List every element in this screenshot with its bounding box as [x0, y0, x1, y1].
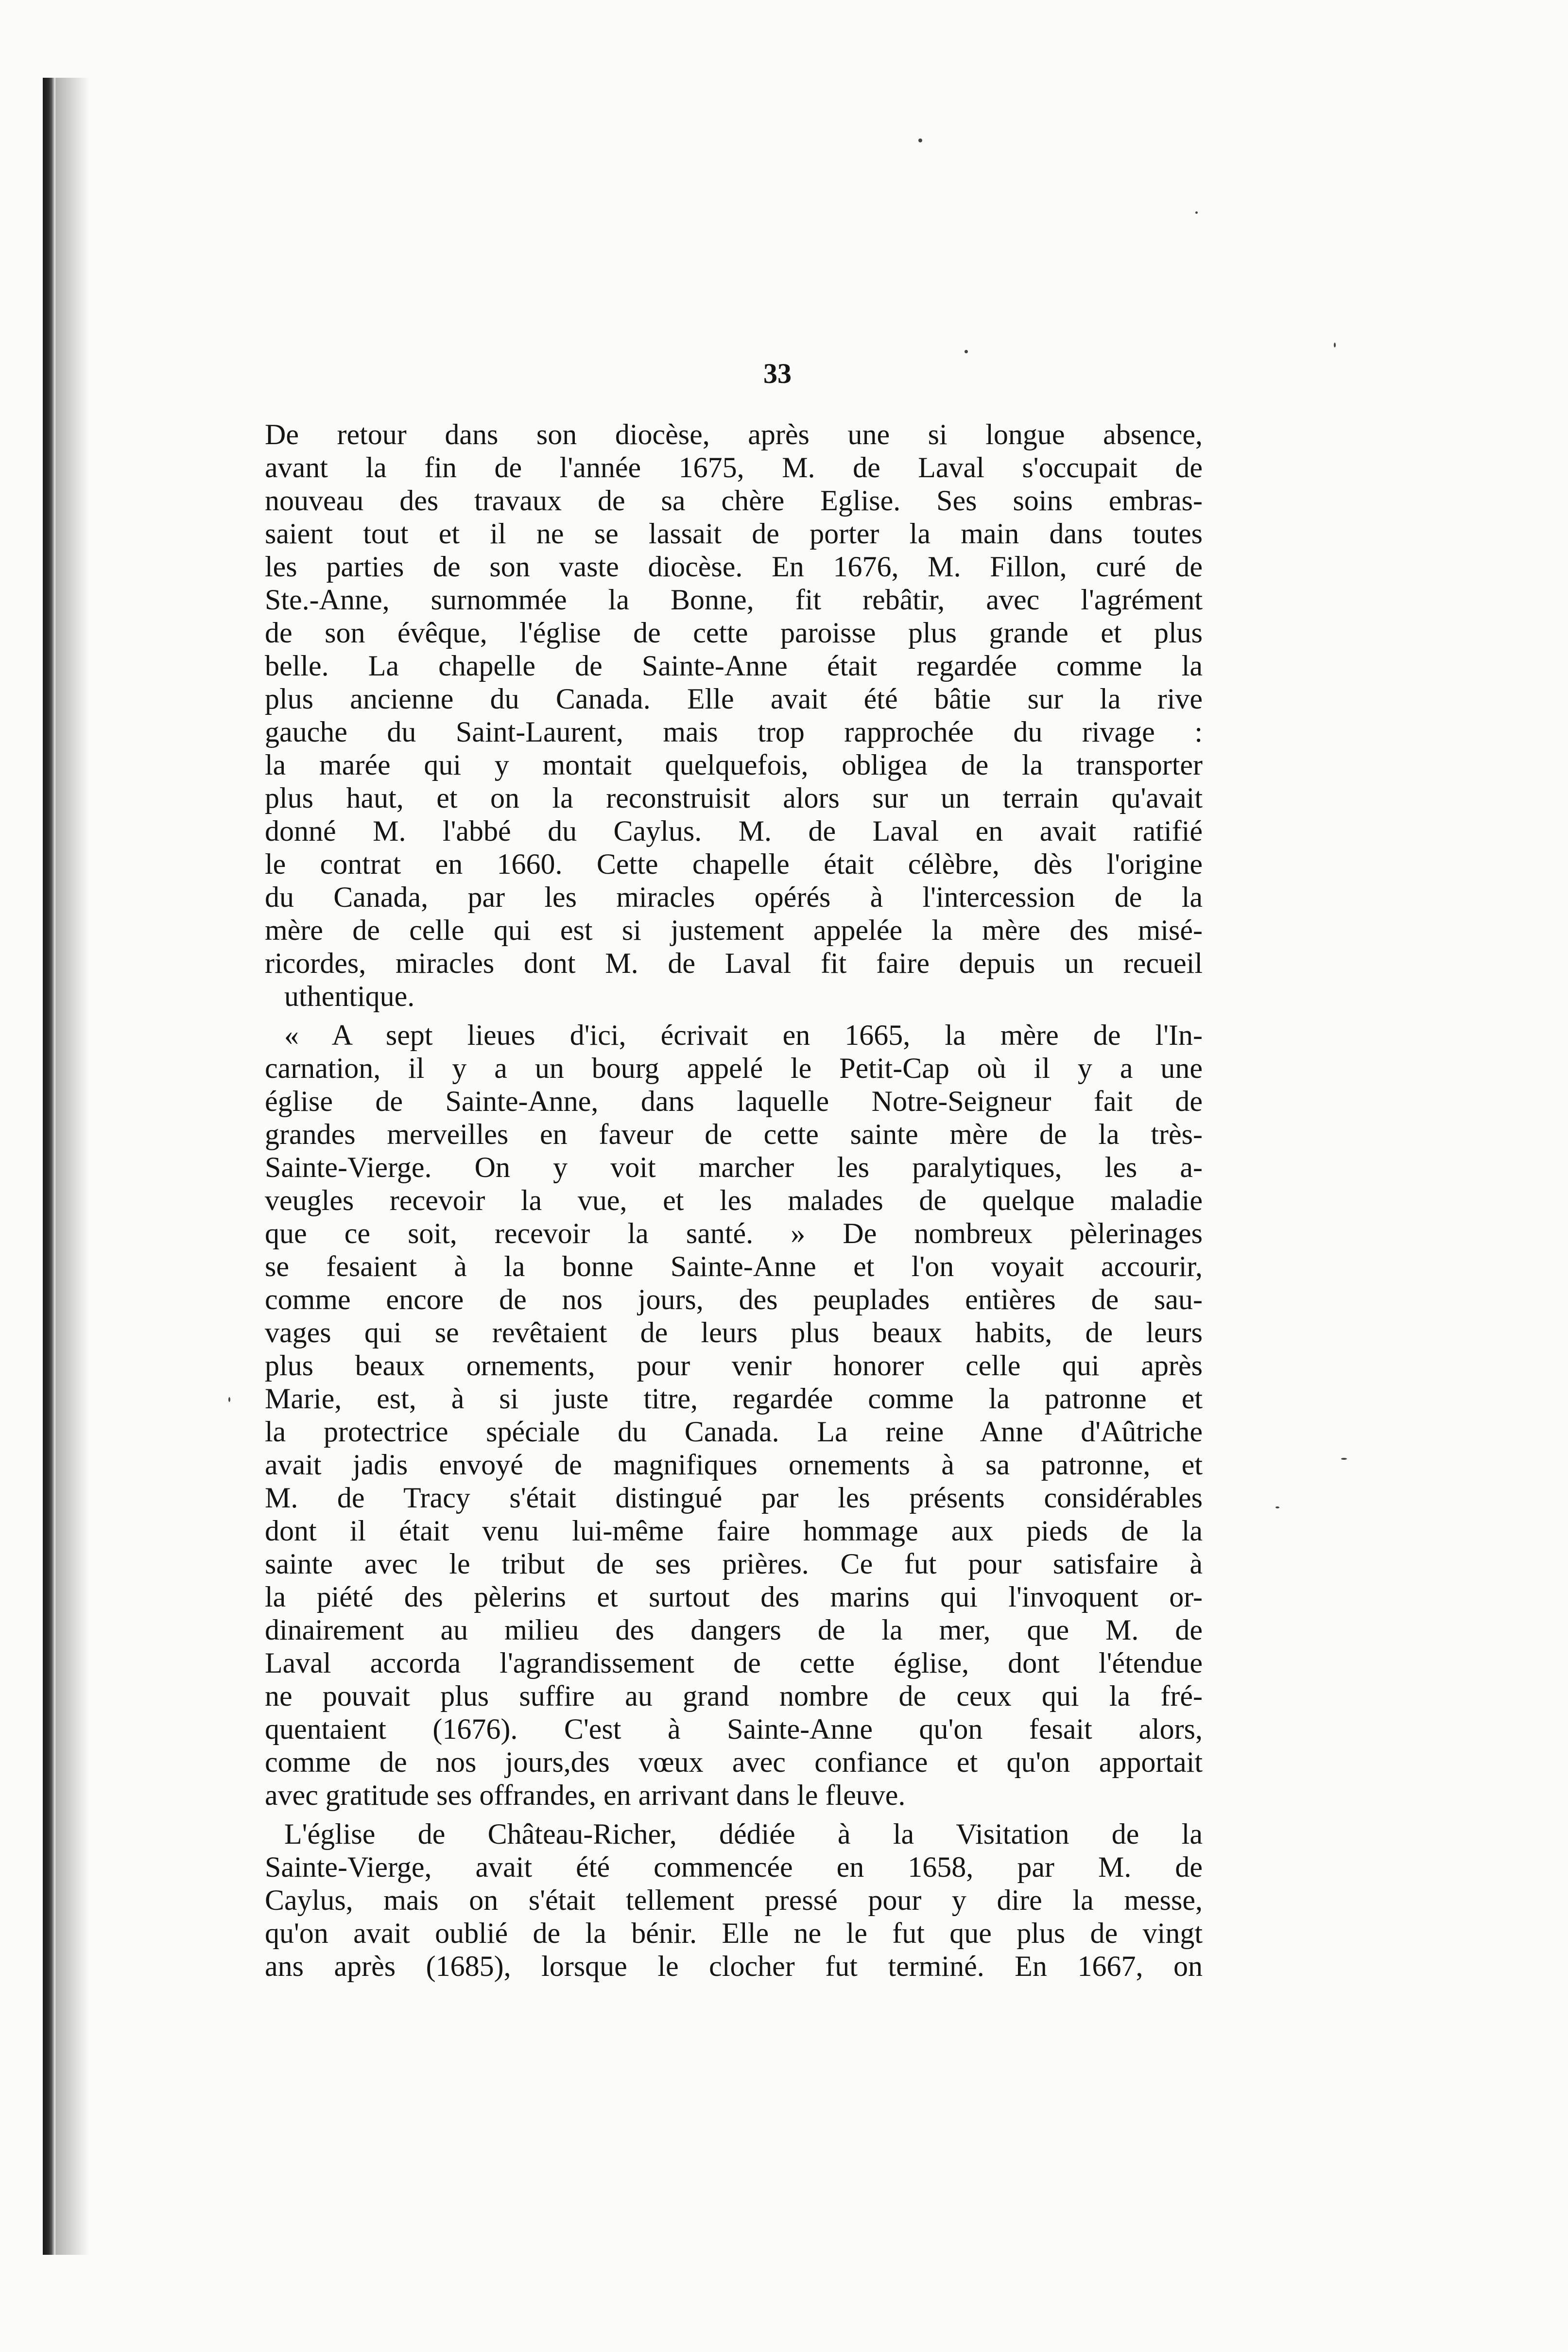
page-number: 33 [763, 358, 792, 389]
text-line: Laval accorda l'agrandissement de cette église, dont l'étendue [265, 1647, 1203, 1679]
text-line: avant la fin de l'année 1675, M. de Laval s'occupait de [265, 451, 1203, 484]
text-line: dont il était venu lui-même faire hommage aux pieds de la [265, 1515, 1203, 1547]
text-line: veugles recevoir la vue, et les malades de quelque maladie [265, 1184, 1203, 1216]
speck [1275, 1506, 1279, 1508]
text-line: carnation, il y a un bourg appelé le Petit-Cap où il y a une [265, 1052, 1203, 1084]
text-line: belle. La chapelle de Sainte-Anne était regardée comme la [265, 650, 1203, 682]
text-line: sainte avec le tribut de ses prières. Ce fut pour satisfaire à [265, 1548, 1203, 1580]
text-line: Ste.-Anne, surnommée la Bonne, fit rebâtir, avec l'agrément [265, 584, 1203, 616]
text-line: vages qui se revêtaient de leurs plus beaux habits, de leurs [265, 1316, 1203, 1349]
text-line: Sainte-Vierge. On y voit marcher les paralytiques, les a- [265, 1151, 1203, 1183]
text-line: avait jadis envoyé de magnifiques ornements à sa patronne, et [265, 1449, 1203, 1481]
binding-shadow [55, 78, 89, 2255]
text-line: ne pouvait plus suffire au grand nombre de ceux qui la fré- [265, 1680, 1203, 1712]
text-line: saient tout et il ne se lassait de porter la main dans toutes [265, 518, 1203, 550]
text-line: grandes merveilles en faveur de cette sainte mère de la très- [265, 1118, 1203, 1150]
text-line: la protectrice spéciale du Canada. La reine Anne d'Aûtriche [265, 1416, 1203, 1448]
text-line: Marie, est, à si juste titre, regardée comme la patronne et [265, 1383, 1203, 1415]
text-line: De retour dans son diocèse, après une si longue absence, [265, 418, 1203, 450]
speck [918, 138, 922, 142]
text-line: se fesaient à la bonne Sainte-Anne et l'on voyait accourir, [265, 1250, 1203, 1282]
text-line: la piété des pèlerins et surtout des marins qui l'invoquent or- [265, 1581, 1203, 1613]
speck [1195, 211, 1198, 214]
paragraph [265, 418, 1203, 1013]
text-line: comme de nos jours,des vœux avec confiance et qu'on apportait [265, 1746, 1203, 1778]
text-line: de son évêque, l'église de cette paroisse plus grande et plus [265, 617, 1203, 649]
text-line: du Canada, par les miracles opérés à l'intercession de la [265, 881, 1203, 913]
paragraph [265, 1817, 1203, 1983]
text-line: L'église de Château-Richer, dédiée à la Visitation de la [284, 1818, 1203, 1850]
text-line: ricordes, miracles dont M. de Laval fit faire depuis un recueil [265, 947, 1203, 979]
text-line: église de Sainte-Anne, dans laquelle Notre-Seigneur fait de [265, 1085, 1203, 1117]
text-line: avec gratitude ses offrandes, en arrivant dans le fleuve. [265, 1779, 906, 1811]
text-line: comme encore de nos jours, des peuplades entières de sau- [265, 1283, 1203, 1315]
speck [965, 350, 968, 353]
text-line: Sainte-Vierge, avait été commencée en 1658, par M. de [265, 1851, 1203, 1883]
text-line: mère de celle qui est si justement appelée la mère des misé- [265, 914, 1203, 946]
text-line: uthentique. [284, 980, 415, 1012]
text-line: donné M. l'abbé du Caylus. M. de Laval en avait ratifié [265, 815, 1203, 847]
text-line: qu'on avait oublié de la bénir. Elle ne le fut que plus de vingt [265, 1917, 1203, 1949]
speck [1341, 1458, 1347, 1460]
text-line: le contrat en 1660. Cette chapelle était célèbre, dès l'origine [265, 848, 1203, 880]
text-line: nouveau des travaux de sa chère Eglise. Ses soins embras- [265, 484, 1203, 517]
paragraph [265, 1019, 1203, 1812]
text-line: la marée qui y montait quelquefois, obligea de la transporter [265, 749, 1203, 781]
text-line: dinairement au milieu des dangers de la mer, que M. de [265, 1614, 1203, 1646]
body-text [265, 418, 1203, 1983]
text-line: Caylus, mais on s'était tellement pressé pour y dire la messe, [265, 1884, 1203, 1916]
text-line: que ce soit, recevoir la santé. » De nombreux pèlerinages [265, 1217, 1203, 1249]
text-line: ans après (1685), lorsque le clocher fut terminé. En 1667, on [265, 1950, 1203, 1982]
text-line: plus haut, et on la reconstruisit alors sur un terrain qu'avait [265, 782, 1203, 814]
text-line: quentaient (1676). C'est à Sainte-Anne qu'on fesait alors, [265, 1713, 1203, 1745]
binding-edge [43, 78, 55, 2255]
text-line: plus ancienne du Canada. Elle avait été bâtie sur la rive [265, 683, 1203, 715]
paragraph-gap [265, 1013, 1203, 1019]
text-line: « A sept lieues d'ici, écrivait en 1665, la mère de l'In- [284, 1019, 1203, 1051]
speck [1334, 343, 1336, 347]
text-line: plus beaux ornements, pour venir honorer celle qui après [265, 1349, 1203, 1382]
speck [228, 1397, 230, 1402]
text-line: les parties de son vaste diocèse. En 1676, M. Fillon, curé de [265, 551, 1203, 583]
text-line: M. de Tracy s'était distingué par les présents considérables [265, 1482, 1203, 1514]
paragraph-gap [265, 1812, 1203, 1817]
text-line: gauche du Saint-Laurent, mais trop rapprochée du rivage : [265, 716, 1203, 748]
